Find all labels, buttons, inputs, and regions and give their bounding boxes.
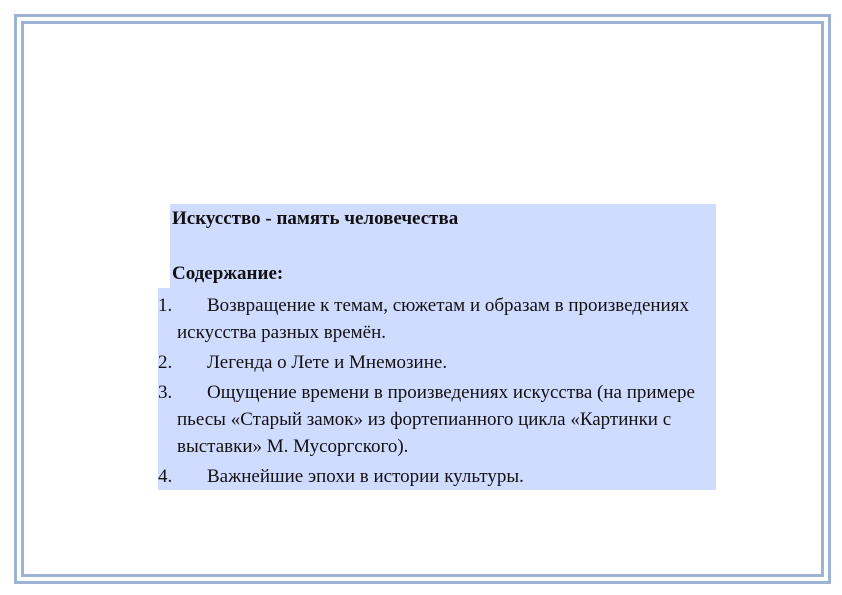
list-item [158, 292, 714, 346]
list-item-text: Важнейшие эпохи в истории культуры. [207, 466, 524, 487]
list-item-number: 2. [158, 352, 173, 373]
contents-heading: Содержание: [172, 263, 284, 284]
list-item [158, 463, 714, 490]
list-item-text: Легенда о Лете и Мнемозине. [207, 352, 448, 373]
document-title: Искусство - память человечества [172, 208, 459, 229]
list-item-number: 1. [158, 295, 173, 316]
list-item [158, 349, 714, 376]
list-item-text: Возвращение к темам, сюжетам и образам в произведениях искусства разных времён. [177, 295, 689, 343]
list-item-number: 4. [158, 466, 173, 487]
list-item [158, 379, 714, 460]
list-item-number: 3. [158, 382, 173, 403]
list-item-text: Ощущение времени в произведениях искусства (на примере пьесы «Старый замок» из фортепианного цикла «Картинки с выставки» М. Мусоргского). [177, 382, 695, 457]
